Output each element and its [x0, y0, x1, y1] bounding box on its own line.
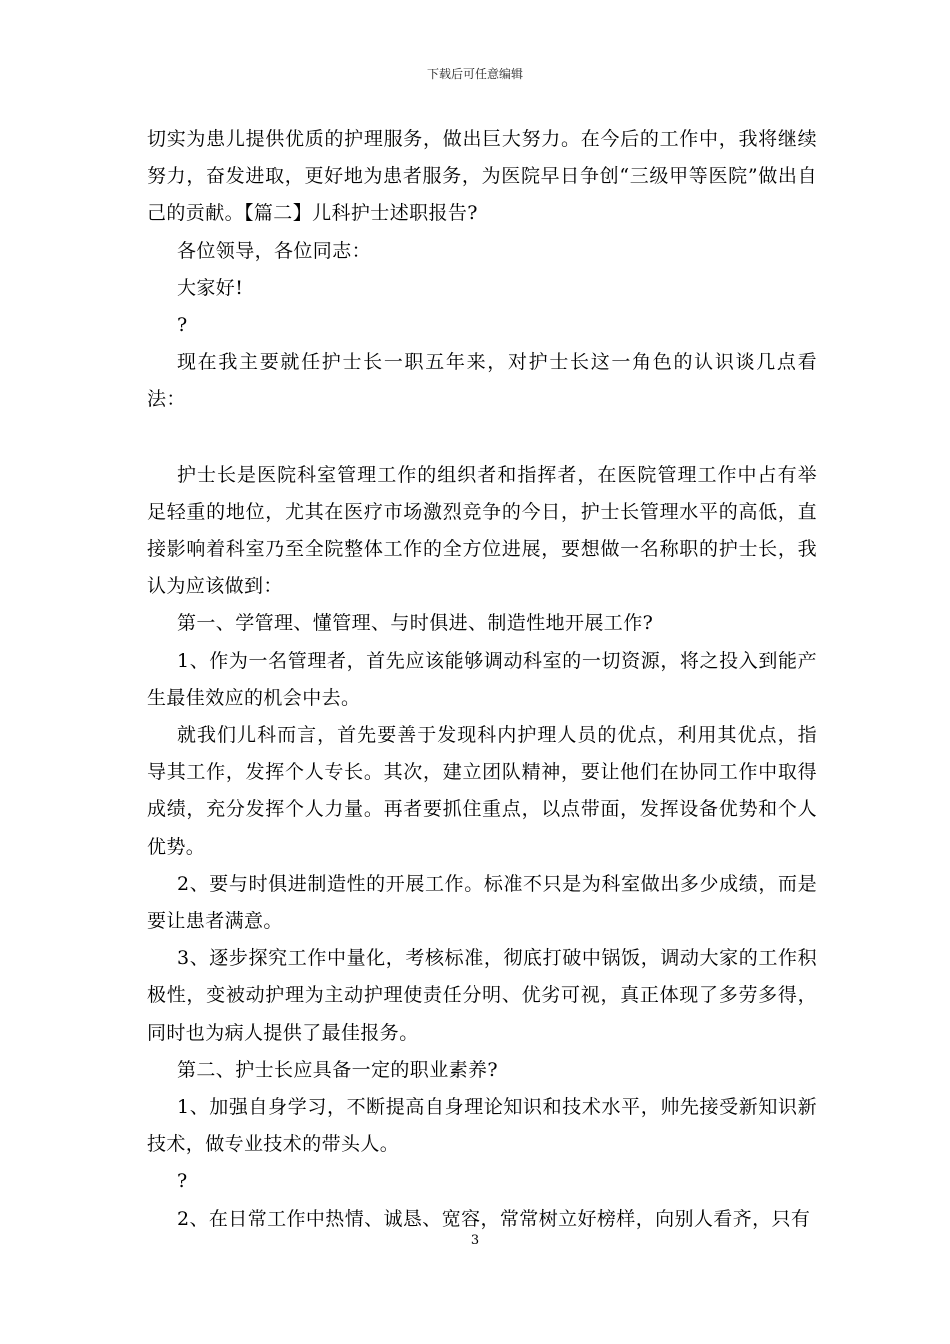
paragraph: 第一、学管理、懂管理、与时俱进、制造性地开展工作? [177, 612, 654, 635]
paragraph: 第二、护士长应具备一定的职业素养? [177, 1058, 498, 1081]
paragraph: 2、要与时俱进制造性的开展工作。标准不只是为科室做出多少成绩，而是要让患者满意。 [147, 872, 817, 933]
paragraph: ? [177, 314, 188, 337]
paragraph: 2、在日常工作中热情、诚恳、宽容，常常树立好榜样，向别人看齐，只有 [177, 1207, 811, 1230]
paragraph: 现在我主要就任护士长一职五年来，对护士长这一角色的认识谈几点看法： [147, 351, 817, 411]
page-header: 下载后可任意编辑 [426, 67, 523, 81]
paragraph: 就我们儿科而言，首先要善于发现科内护理人员的优点，利用其优点，指导其工作，发挥个人专长。其次，建立团队精神，要让他们在协同工作中取得成绩，充分发挥个人力量。再者要抓住重点，以点带面，发挥设备优势和个人优势。 [147, 724, 817, 858]
paragraph: 切实为患儿提供优质的护理服务，做出巨大努力。在今后的工作中，我将继续努力，奋发进取，更好地为患者服务，为医院早日争创“三级甲等医院”做出自己的贡献。【篇二】儿科护士述职报告? [147, 128, 817, 225]
paragraph: 各位领导，各位同志： [177, 239, 372, 262]
paragraph: 大家好! [177, 276, 244, 299]
page-number: 3 [470, 1233, 480, 1248]
paragraph: 1、作为一名管理者，首先应该能够调动科室的一切资源，将之投入到能产生最佳效应的机会中去。 [147, 649, 817, 709]
paragraph: ? [177, 1170, 188, 1193]
paragraph: 护士长是医院科室管理工作的组织者和指挥者，在医院管理工作中占有举足轻重的地位，尤其在医疗市场激烈竞争的今日，护士长管理水平的高低，直接影响着科室乃至全院整体工作的全方位进展，要想做一名称职的护士长，我认为应该做到： [147, 463, 817, 598]
document-body [147, 121, 817, 1238]
paragraph: 3、逐步探究工作中量化，考核标准，彻底打破中锅饭，调动大家的工作积极性，变被动护理为主动护理使责任分明、优劣可视，真正体现了多劳多得，同时也为病人提供了最佳报务。 [147, 947, 817, 1044]
blank-line [147, 419, 817, 457]
paragraph: 1、加强自身学习，不断提高自身理论知识和技术水平，帅先接受新知识新技术，做专业技术的带头人。 [147, 1096, 817, 1156]
